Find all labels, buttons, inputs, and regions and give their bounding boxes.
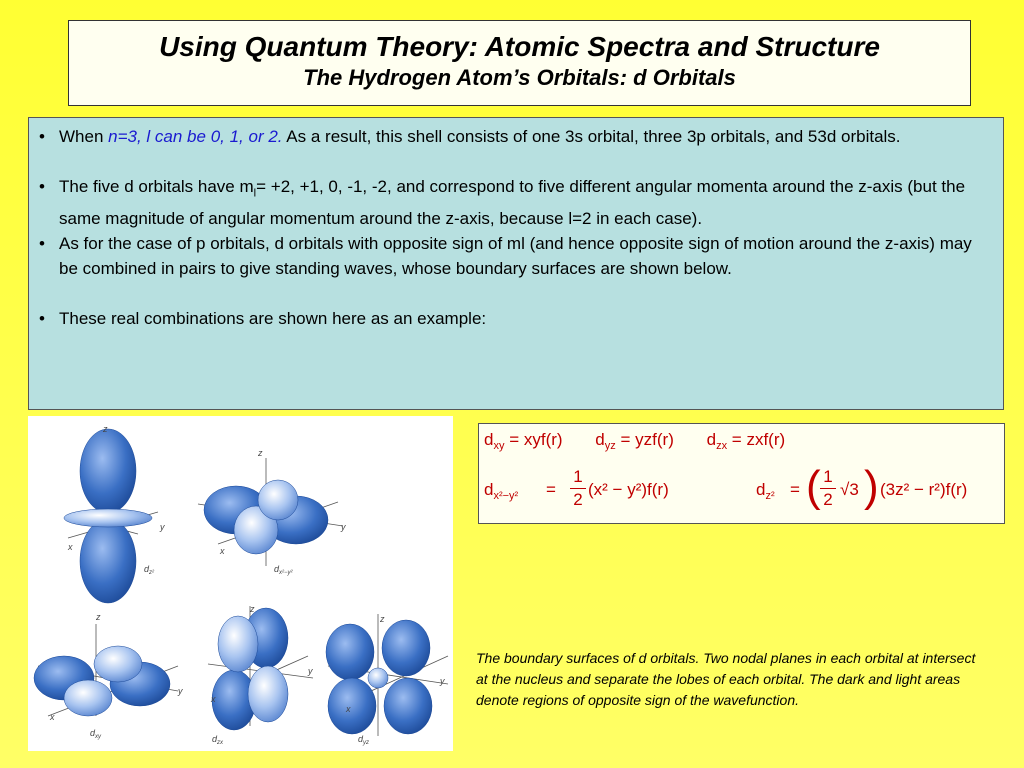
axis-z-label: z bbox=[250, 604, 255, 614]
dyz-orbital bbox=[326, 614, 448, 746]
axis-x-label: x bbox=[346, 704, 351, 714]
bullet-4: • These real combinations are shown here as an example: bbox=[37, 306, 993, 331]
eq-dx2y2-rhs: (x² − y²)f(r) bbox=[588, 480, 669, 499]
figure-caption: The boundary surfaces of d orbitals. Two nodal planes in each orbital at intersect at the nucleus and separate the lobes of each orbital. The dark and light areas denote regions of opposite sign of the wavefunction. bbox=[476, 650, 976, 708]
dx2y2-orbital bbox=[198, 448, 346, 576]
axis-y-label: y bbox=[178, 686, 183, 696]
eq-dz2-lhs: $d_{z^2}$ bbox=[756, 480, 775, 502]
dzx-orbital bbox=[208, 604, 313, 746]
slide-subtitle: The Hydrogen Atom’s Orbitals: d Orbitals bbox=[303, 65, 736, 90]
orbital-label-dz2: $d_{z^2}$ bbox=[144, 564, 155, 576]
equation-row-1 bbox=[484, 430, 813, 452]
axis-y-label: y bbox=[341, 522, 346, 532]
orbital-label-dxy: $d_{xy}$ bbox=[90, 728, 102, 740]
axis-x-label: x bbox=[220, 546, 225, 556]
bullet-3: • As for the case of p orbitals, d orbitals with opposite sign of ml (and hence opposite sign of motion around the z-axis) may be combined in pairs to give standing waves, whose boundary surfaces are shown below. bbox=[37, 231, 993, 281]
axis-z-label: z bbox=[380, 614, 385, 624]
eq-dz2-rhs: (3z² − r²)f(r) bbox=[880, 480, 968, 499]
axis-x-label: x bbox=[211, 694, 216, 704]
axis-z-label: z bbox=[258, 448, 263, 458]
bullet-dot: • bbox=[39, 234, 45, 254]
title-box bbox=[68, 20, 971, 106]
axis-y-label: y bbox=[308, 666, 313, 676]
axis-x-label: x bbox=[68, 542, 73, 552]
slide-title: Using Quantum Theory: Atomic Spectra and Structure bbox=[159, 31, 880, 62]
fraction-half-2: $\frac{1}{2}$ bbox=[820, 466, 836, 511]
equation-box bbox=[478, 423, 1005, 524]
dxy-orbital bbox=[34, 612, 183, 740]
axis-y-label: y bbox=[440, 676, 445, 686]
bullet-dot: • bbox=[39, 309, 45, 329]
highlight-text: n=3, l can be 0, 1, or 2. bbox=[108, 127, 283, 146]
equation-row-2: $d_{x^2-y^2}$ = $\frac{1}{2}$ (x² − y²)f(r) $d_{z^2}$ = ( $\frac{1}{2}$ √3 ) (3z² − r²)f(r) bbox=[484, 462, 968, 511]
eq-dyz: $d_{yz} = yzf(r)$ bbox=[595, 430, 674, 452]
eq-dxy: $d_{xy} = xyf(r)$ bbox=[484, 430, 563, 452]
eq-dx2y2-lhs: $d_{x^2-y^2}$ bbox=[484, 480, 519, 502]
eq-dzx: $d_{zx} = zxf(r)$ bbox=[706, 430, 786, 452]
orbital-figure bbox=[28, 416, 453, 751]
axis-y-label: y bbox=[160, 522, 165, 532]
axis-z-label: z bbox=[96, 612, 101, 622]
bullet-dot: • bbox=[39, 127, 45, 146]
axis-x-label: x bbox=[50, 712, 55, 722]
orbital-label-dyz: $d_{yz}$ bbox=[358, 734, 370, 746]
bullet-panel bbox=[28, 117, 1004, 410]
dz2-orbital bbox=[64, 424, 165, 603]
orbital-label-dzx: $d_{zx}$ bbox=[212, 734, 224, 746]
bullet-2: • The five d orbitals have $m_l= +2$, +1, 0, -1, -2, and correspond to five different angular momenta around the z-axis (but the same magnitude of angular momentum around the z-axis, because l=2 in each case). bbox=[37, 174, 993, 231]
bullet-1: • When n=3, l can be 0, 1, or 2. As a result, this shell consists of one 3s orbital, three 3p orbitals, and 53d orbitals. bbox=[37, 124, 993, 149]
axis-z-label: z bbox=[103, 424, 108, 434]
bullet-dot: • bbox=[39, 177, 45, 196]
orbital-label-dx2y2: $d_{x^2-y^2}$ bbox=[274, 564, 293, 576]
fraction-half: $\frac{1}{2}$ bbox=[570, 466, 586, 511]
